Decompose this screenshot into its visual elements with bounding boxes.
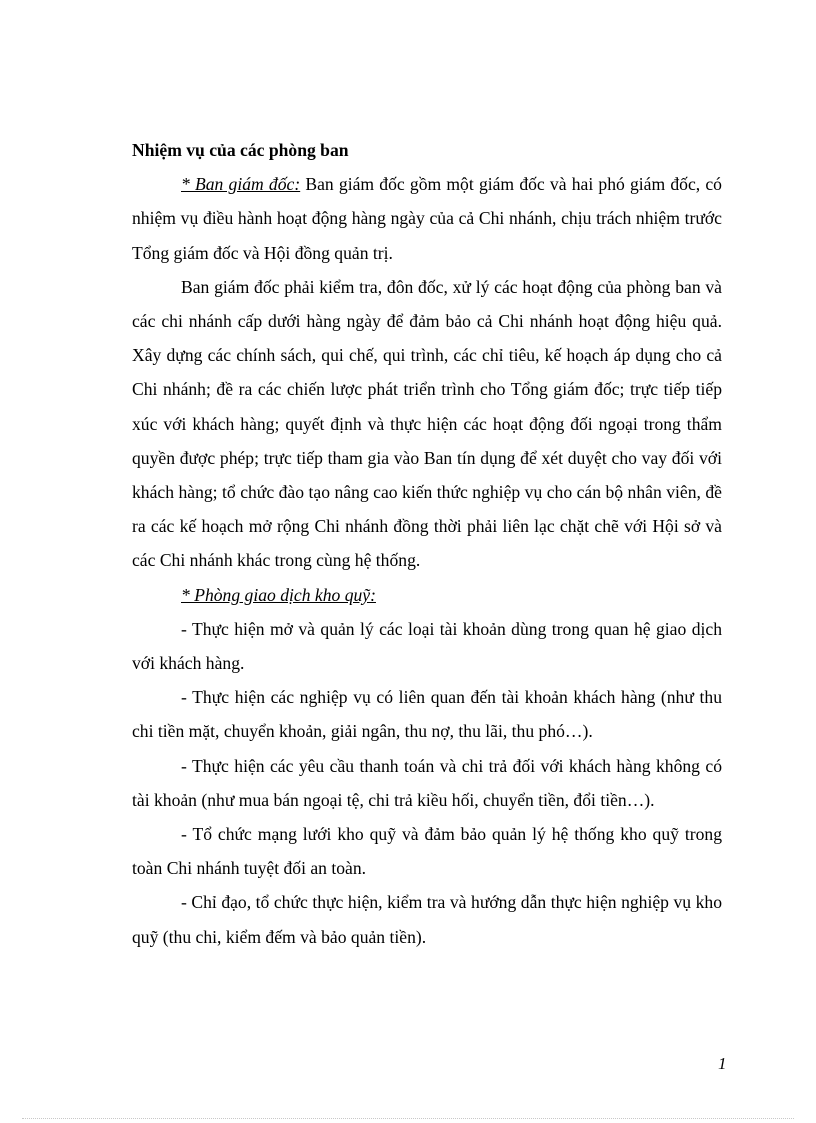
board-of-directors-paragraph [132,167,722,270]
treasury-heading-paragraph [132,578,722,612]
section-heading: Nhiệm vụ của các phòng ban [132,140,349,160]
document-body [132,133,722,954]
treasury-item: - Tổ chức mạng lưới kho quỹ và đảm bảo quản lý hệ thống kho quỹ trong toàn Chi nhánh tuyệt đối an toàn. [132,824,722,879]
treasury-item: - Thực hiện các nghiệp vụ có liên quan đến tài khoản khách hàng (như thu chi tiền mặt, chuyển khoản, giải ngân, thu nợ, thu lãi, thu phó…). [132,687,722,742]
board-of-directors-text: Ban giám đốc gồm một giám đốc và hai phó giám đốc, có nhiệm vụ điều hành hoạt động hàng ngày của cả Chi nhánh, chịu trách nhiệm trước Tổng giám đốc và Hội đồng quản trị. [132,174,722,263]
page-bottom-divider [22,1118,794,1119]
page-number: 1 [718,1054,727,1073]
treasury-item: - Thực hiện mở và quản lý các loại tài khoản dùng trong quan hệ giao dịch với khách hàng. [132,618,722,674]
treasury-item: - Thực hiện các yêu cầu thanh toán và chi trả đối với khách hàng không có tài khoản (như mua bán ngoại tệ, chi trả kiều hối, chuyển tiền, đổi tiền…). [132,755,722,810]
board-duties-paragraph: Ban giám đốc phải kiểm tra, đôn đốc, xử lý các hoạt động của phòng ban và các chi nhánh cấp dưới hàng ngày để đảm bảo cả Chi nhánh hoạt động hiệu quả. Xây dựng các chính sách, qui chế, qui trình, các chỉ tiêu, kế hoạch áp dụng cho cả Chi nhánh; đề ra các chiến lược phát triển trình cho Tổng giám đốc; trực tiếp tiếp xúc với khách hàng; quyết định và thực hiện các hoạt động đối ngoại trong thẩm quyền được phép; trực tiếp tham gia vào Ban tín dụng để xét duyệt cho vay đối với khách hàng; tổ chức đào tạo nâng cao kiến thức nghiệp vụ cho cán bộ nhân viên, đề ra các kế hoạch mở rộng Chi nhánh đồng thời phải liên lạc chặt chẽ với Hội sở và các Chi nhánh khác trong cùng hệ thống. [132,276,722,571]
treasury-department-label: * Phòng giao dịch kho quỹ: [181,584,376,605]
board-of-directors-label: * Ban giám đốc: [181,174,301,195]
treasury-item: - Chỉ đạo, tổ chức thực hiện, kiểm tra và hướng dẫn thực hiện nghiệp vụ kho quỹ (thu chi, kiểm đếm và bảo quản tiền). [132,892,722,947]
